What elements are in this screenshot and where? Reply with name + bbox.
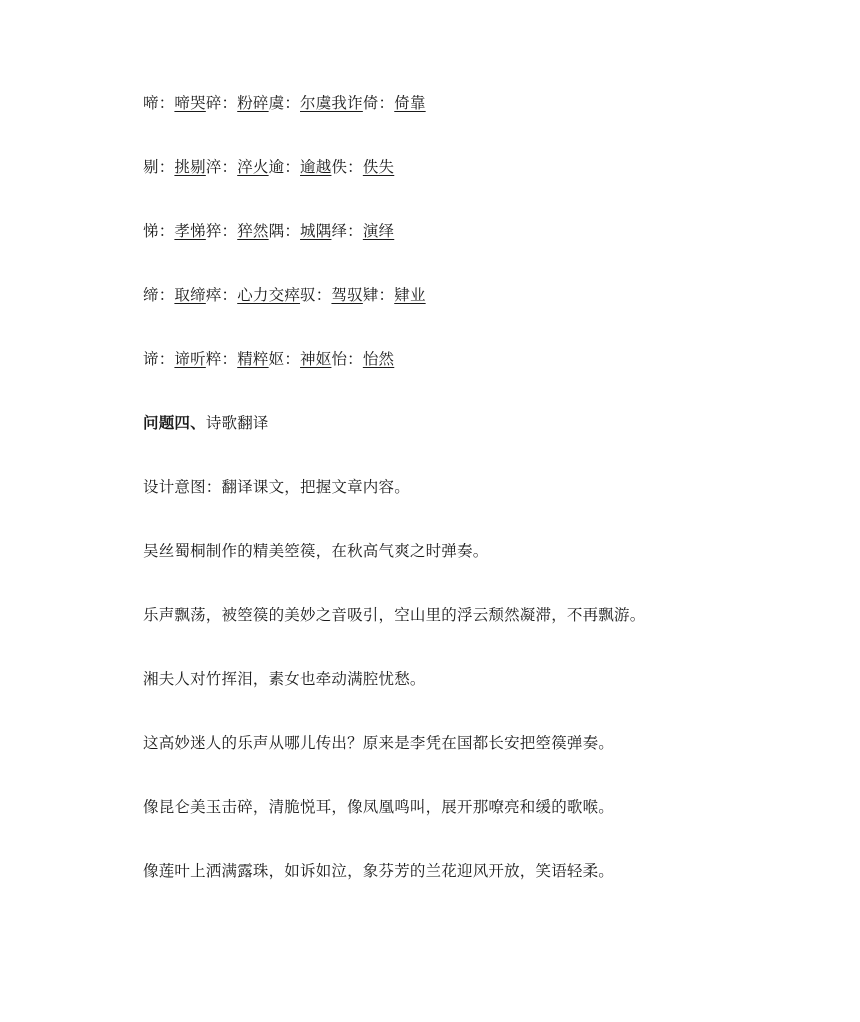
vocab-char: 佚： <box>331 158 363 176</box>
section-heading <box>143 413 269 433</box>
vocab-word: 谛听 <box>174 350 206 368</box>
vocab-char: 倚： <box>362 94 395 112</box>
vocab-word: 心力交瘁 <box>237 286 301 304</box>
vocab-word: 取缔 <box>174 286 206 304</box>
design-intent-paragraph: 设计意图：翻译课文，把握文章内容。 <box>143 478 410 496</box>
translation-paragraph: 这高妙迷人的乐声从哪儿传出？原来是李凭在国都长安把箜篌弹奏。 <box>143 734 615 752</box>
vocab-char: 剔： <box>143 158 175 176</box>
vocab-word: 啼哭 <box>174 94 206 112</box>
vocab-word: 粉碎 <box>237 94 269 112</box>
section-number: 问题四、 <box>143 414 206 432</box>
vocab-char: 碎： <box>205 94 238 112</box>
vocab-word: 城隅 <box>300 222 332 240</box>
vocab-row-2 <box>143 157 394 177</box>
vocab-word: 精粹 <box>237 350 269 368</box>
vocab-row-3 <box>143 221 394 241</box>
vocab-row-5 <box>143 349 394 369</box>
vocab-word: 淬火 <box>237 158 269 176</box>
vocab-char: 逾： <box>268 158 301 176</box>
vocab-word: 演绎 <box>362 222 395 240</box>
vocab-word: 肄业 <box>394 286 426 304</box>
vocab-char: 缔： <box>143 286 175 304</box>
vocab-char: 啼： <box>143 94 175 112</box>
vocab-word: 孝悌 <box>174 222 206 240</box>
vocab-word: 怡然 <box>362 350 395 368</box>
translation-paragraph: 乐声飘荡，被箜篌的美妙之音吸引，空山里的浮云颓然凝滞，不再飘游。 <box>143 606 646 624</box>
vocab-char: 粹： <box>205 350 238 368</box>
vocab-row-4 <box>143 285 426 305</box>
vocab-char: 瘁： <box>205 286 238 304</box>
vocab-char: 猝： <box>205 222 238 240</box>
vocab-char: 绎： <box>331 222 363 240</box>
vocab-char: 谛： <box>143 350 175 368</box>
translation-paragraph: 湘夫人对竹挥泪，素女也牵动满腔忧愁。 <box>143 670 426 688</box>
translation-paragraph: 像昆仑美玉击碎，清脆悦耳，像凤凰鸣叫，展开那嘹亮和缓的歌喉。 <box>143 798 615 816</box>
vocab-char: 怡： <box>331 350 363 368</box>
vocab-word: 神妪 <box>300 350 332 368</box>
vocab-char: 驭： <box>300 286 332 304</box>
vocab-char: 虞： <box>268 94 301 112</box>
vocab-word: 尔虞我诈 <box>300 94 363 112</box>
vocab-char: 淬： <box>205 158 238 176</box>
vocab-char: 隅： <box>268 222 301 240</box>
vocab-word: 挑剔 <box>174 158 206 176</box>
vocab-char: 悌： <box>143 222 175 240</box>
vocab-word: 猝然 <box>237 222 269 240</box>
translation-paragraph: 像莲叶上洒满露珠，如诉如泣，象芬芳的兰花迎风开放，笑语轻柔。 <box>143 862 615 880</box>
vocab-word: 驾驭 <box>331 286 363 304</box>
vocab-row-1 <box>143 93 426 113</box>
translation-paragraph: 吴丝蜀桐制作的精美箜篌，在秋高气爽之时弹奏。 <box>143 542 489 560</box>
vocab-char: 妪： <box>268 350 301 368</box>
vocab-char: 肄： <box>362 286 395 304</box>
vocab-word: 佚失 <box>362 158 395 176</box>
vocab-word: 逾越 <box>300 158 332 176</box>
vocab-word: 倚靠 <box>394 94 426 112</box>
section-title: 诗歌翻译 <box>205 414 269 432</box>
